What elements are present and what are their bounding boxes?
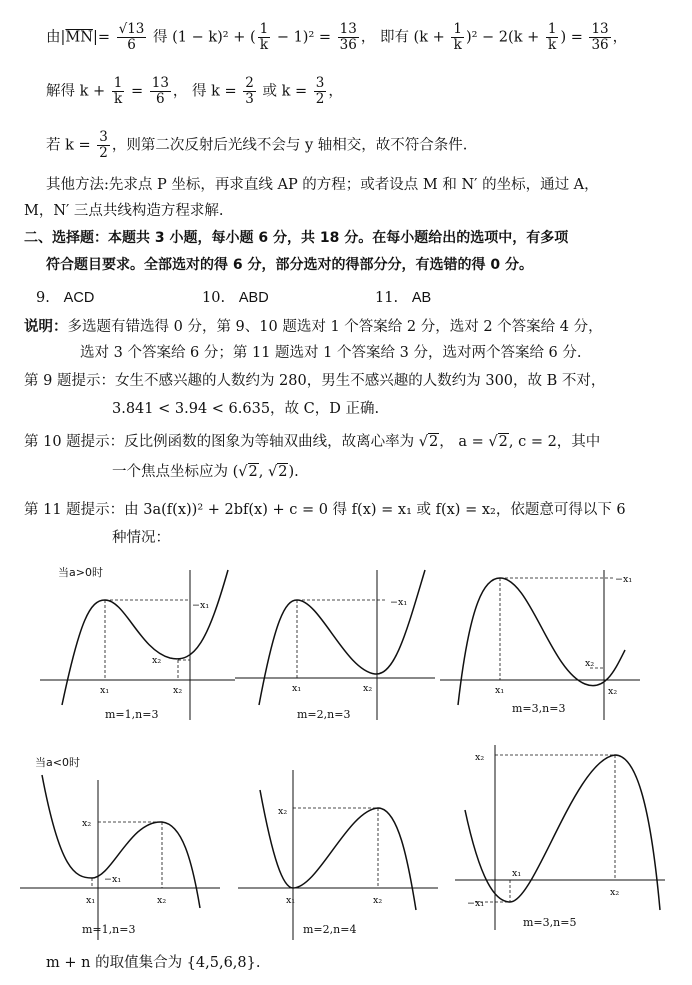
label-x1: x₁	[512, 868, 522, 879]
label-x2: x₂	[152, 655, 162, 666]
fraction: $\frac{1}{k}$	[547, 21, 557, 53]
hint-10-line-2: 一个焦点坐标应为 (√2, √2).	[112, 464, 299, 480]
label-neg-x1: −x₁	[467, 898, 485, 909]
note-line-2: 选对 3 个答案给 6 分；第 11 题选对 1 个答案给 3 分，选对两个答案给 6 分.	[80, 345, 582, 361]
fraction: $\frac{1}{k}$	[453, 21, 462, 53]
graph-6	[455, 740, 670, 950]
graph-5	[238, 750, 443, 950]
section-2-heading: 二、选择题：本题共 3 小题，每小题 6 分，共 18 分。在每小题给出的选项中，有多项	[24, 230, 569, 246]
label-neg-x1: −x₁	[615, 574, 633, 585]
label-x2: x₂	[157, 895, 167, 906]
label-x2: x₂	[608, 686, 618, 697]
graph-caption: m=3,n=3	[512, 702, 566, 715]
final-answer: m + n 的取值集合为 {4,5,6,8}.	[46, 955, 261, 971]
label-x1: x₁	[86, 895, 96, 906]
fraction: $\frac{13}{36}$	[591, 21, 609, 53]
label-neg-x1: −x₁	[104, 874, 122, 885]
other-methods-line-2: M，N′ 三点共线构造方程求解.	[24, 203, 224, 219]
line-3: 若 k = $\frac{3}{2}$ ，则第二次反射后光线不会与 y 轴相交，故不符合条件.	[46, 129, 468, 161]
fraction: $\frac{√13}{6}$	[118, 21, 145, 53]
hint-11-line-2: 种情况：	[112, 530, 170, 546]
graph-3	[440, 560, 650, 730]
hint-9-line-2: 3.841 < 3.94 < 6.635，故 C，D 正确.	[112, 401, 380, 417]
section-2-heading-cont: 符合题目要求。全部选对的得 6 分，部分选对的得部分分，有选错的得 0 分。	[46, 257, 533, 273]
vector-mn: $\overline{MN}$	[65, 29, 93, 46]
fraction: $\frac{13}{36}$	[339, 21, 357, 53]
label-x1: x₁	[292, 683, 302, 694]
graph-title-negative: 当a<0时	[35, 756, 80, 769]
label-x2: x₂	[278, 806, 288, 817]
label-x2: x₂	[373, 895, 383, 906]
label-x2: x₂	[173, 685, 183, 696]
graph-caption: m=3,n=5	[523, 916, 577, 929]
label-neg-x1: −x₁	[192, 600, 210, 611]
label-x2: x₂	[82, 818, 92, 829]
label-x2: x₂	[585, 658, 595, 669]
label-x1: x₁	[100, 685, 110, 696]
label-x2: x₂	[363, 683, 373, 694]
label-x2: x₂	[610, 887, 620, 898]
fraction: $\frac{1}{k}$	[259, 21, 269, 53]
fraction: $\frac{3}{2}$	[315, 75, 325, 107]
fraction: $\frac{1}{k}$	[113, 75, 123, 107]
note-line-1: 说明：多选题有错选得 0 分，第 9、10 题选对 1 个答案给 2 分，选对 2 个答案给 4 分，	[24, 319, 603, 335]
fraction: $\frac{3}{2}$	[99, 129, 108, 161]
answer-9: 9. ACD	[36, 290, 95, 306]
label-x1: x₁	[495, 685, 505, 696]
line-1: 由$|\overline{MN}|=$ $\frac{√13}{6}$ 得 (1 − k)² + ( $\frac{1}{k}$ − 1)² = $\frac{13}{36}$ ， 即有 (k + $\frac{1}{k}$ )² − 2(k + $\frac{1}{k}$ ) = $\frac{13}{36}$ ，	[46, 21, 628, 53]
line-2: 解得 k + $\frac{1}{k}$ = $\frac{13}{6}$ ， 得 k = $\frac{2}{3}$ 或 k = $\frac{3}{2}$ ，	[46, 75, 343, 107]
graph-title-positive: 当a>0时	[58, 566, 103, 579]
label-x1: x₁	[286, 895, 296, 906]
graph-caption: m=2,n=4	[303, 923, 357, 936]
hint-9-line-1: 第 9 题提示：女生不感兴趣的人数约为 280，男生不感兴趣的人数约为 300，故 B 不对，	[24, 373, 606, 389]
graph-caption: m=1,n=3	[82, 923, 136, 936]
answer-11: 11. AB	[375, 290, 432, 306]
label-neg-x1: −x₁	[390, 597, 408, 608]
fraction: $\frac{2}{3}$	[245, 75, 254, 107]
label-x2: x₂	[475, 752, 485, 763]
other-methods-line-1: 其他方法:先求点 P 坐标，再求直线 AP 的方程；或者设点 M 和 N′ 的坐标，通过 A，	[46, 177, 599, 193]
hint-11-line-1: 第 11 题提示：由 3a(f(x))² + 2bf(x) + c = 0 得 f(x) = x₁ 或 f(x) = x₂，依题意可得以下 6	[24, 502, 626, 518]
answer-10: 10. ABD	[202, 290, 269, 306]
graph-caption: m=2,n=3	[297, 708, 351, 721]
hint-10-line-1: 第 10 题提示：反比例函数的图象为等轴双曲线，故离心率为 √2， a = √2, c = 2，其中	[24, 434, 601, 450]
graph-4	[20, 750, 225, 950]
fraction: $\frac{13}{6}$	[151, 75, 169, 107]
graph-caption: m=1,n=3	[105, 708, 159, 721]
graph-2	[235, 560, 435, 730]
graph-1	[40, 560, 240, 730]
